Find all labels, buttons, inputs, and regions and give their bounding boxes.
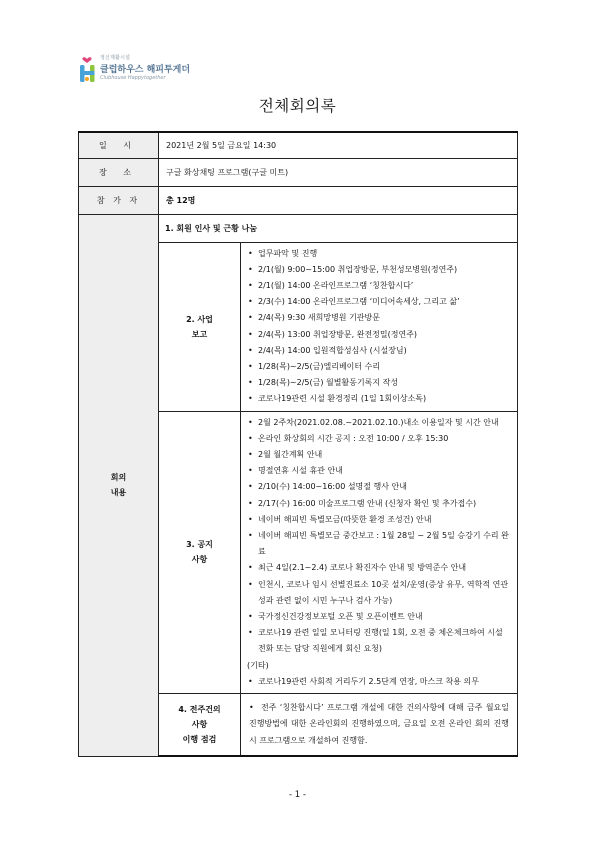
logo-english-name: Clubhouse Happytogether xyxy=(100,75,166,81)
list-item: • 온라인 화상회의 시간 공지 : 오전 10:00 / 오후 15:30 xyxy=(247,431,511,447)
list-item: • 인천시, 코로나 임시 선별진료소 10곳 설치/운영(증상 유무, 역학적 연관성과 관련 없이 시민 누구나 검사 가능) xyxy=(247,577,511,609)
etc-label: (기타) xyxy=(247,660,269,670)
notice-list xyxy=(241,412,517,693)
clubhouse-logo xyxy=(78,54,218,94)
list-item: • 업무파악 및 진행 xyxy=(247,246,511,262)
list-item: • 2/4(목) 13:00 취업장방문, 완전정밀(정연주) xyxy=(247,327,511,343)
section-1-title: 1. 회원 인사 및 근황 나눔 xyxy=(159,214,518,242)
list-item: • 2/1(월) 14:00 온라인프로그램 ‘칭찬합시다’ xyxy=(247,278,511,294)
list-item: • 국가정신건강정보포털 오픈 및 오픈이벤트 안내 xyxy=(247,609,511,625)
section-3-label xyxy=(159,411,241,693)
list-item: • 2월 2주차(2021.02.08.~2021.02.10.)내소 이용일자 및 시간 안내 xyxy=(247,415,511,431)
attendees-label: 참 가 자 xyxy=(79,186,159,214)
list-item: • 2월 월간계획 안내 xyxy=(247,447,511,463)
list-item: • 2/10(수) 14:00~16:00 설명절 행사 안내 xyxy=(247,479,511,495)
list-item: • 코로나19관련 사회적 거리두기 2.5단계 연장, 마스크 착용 의무 xyxy=(247,674,511,690)
section-2-label xyxy=(159,242,241,411)
datetime-row xyxy=(79,132,518,158)
suggestion-text: 전주 ‘칭찬합시다’ 프로그램 개설에 대한 건의사항에 대해 금주 월요일 진행방법에 대한 온라인회의 진행하였으며, 금요일 오전 온라인 회의 진행 시 프로그램으로 개설하여 진행함. xyxy=(249,702,510,745)
clubhouse-h-logo-icon xyxy=(78,54,98,84)
list-item: • 2/4(목) 14:00 입원적합성심사 (시설장님) xyxy=(247,343,511,359)
section-3-content xyxy=(241,411,518,693)
datetime-label: 일 시 xyxy=(79,132,159,158)
section-2-title: 2. 사업 보고 xyxy=(186,314,213,339)
location-value: 구글 화상채팅 프로그램(구글 미트) xyxy=(159,158,518,186)
section-3-title: 3. 공지 사항 xyxy=(186,540,213,565)
page-number: - 1 - xyxy=(289,790,306,800)
list-item: • 네이버 해피빈 특별모금 중간보고 : 1월 28일 ~ 2월 5일 승강기 수리 완료 xyxy=(247,528,511,560)
list-item: • 코로나19관련 시설 환경정리 (1일 1회이상소독) xyxy=(247,391,511,407)
list-item: • 명절연휴 시설 휴관 안내 xyxy=(247,463,511,479)
location-row xyxy=(79,158,518,186)
document-title: 전체회의록 xyxy=(258,97,337,115)
list-item: • 코로나19 관련 일일 모니터링 진행(일 1회, 오전 중 체온체크하여 시설 전화 또는 담당 직원에게 회신 요청) xyxy=(247,625,511,657)
attendees-value: 총 12명 xyxy=(159,186,518,214)
list-item: • 1/28(목)~2/5(금)엘리베이터 수리 xyxy=(247,359,511,375)
previous-suggestion-check xyxy=(241,694,517,756)
bullet-icon: • xyxy=(249,702,254,712)
list-item: • 2/1(월) 9:00~15:00 취업장방문, 부천성모병원(정연주) xyxy=(247,262,511,278)
logo-caption: 정신재활시설 xyxy=(100,55,131,61)
section-4-content xyxy=(241,693,518,756)
location-label: 장 소 xyxy=(79,158,159,186)
list-item: • 2/4(목) 9:30 새희망병원 기관방문 xyxy=(247,310,511,326)
list-item: • 네이버 해피빈 특별모금(따뜻한 환경 조성건) 안내 xyxy=(247,512,511,528)
section-2-content xyxy=(241,242,518,411)
list-item: • 최근 4일(2.1~2.4) 코로나 확진자수 안내 및 방역준수 안내 xyxy=(247,560,511,576)
meeting-content-text: 회의 내용 xyxy=(110,473,127,498)
business-report-list xyxy=(241,243,517,411)
section-4-title: 4. 전주건의 사항 이행 점검 xyxy=(178,705,221,745)
datetime-value: 2021년 2월 5일 금요일 14:30 xyxy=(159,132,518,158)
meeting-content-label xyxy=(79,214,159,756)
list-item: • 2/17(수) 16:00 미술프로그램 안내 (신청자 확인 및 추가접수) xyxy=(247,496,511,512)
attendees-row xyxy=(79,186,518,214)
logo-name: 클럽하우스 해피투게더 xyxy=(100,65,191,75)
list-item: • 2/3(수) 14:00 온라인프로그램 ‘미디어속세상, 그리고 삶’ xyxy=(247,294,511,310)
section-1-row xyxy=(79,214,518,242)
section-4-label xyxy=(159,693,241,756)
minutes-table xyxy=(78,131,518,757)
list-item: • 1/28(목)~2/5(금) 월별활동기록지 작성 xyxy=(247,375,511,391)
